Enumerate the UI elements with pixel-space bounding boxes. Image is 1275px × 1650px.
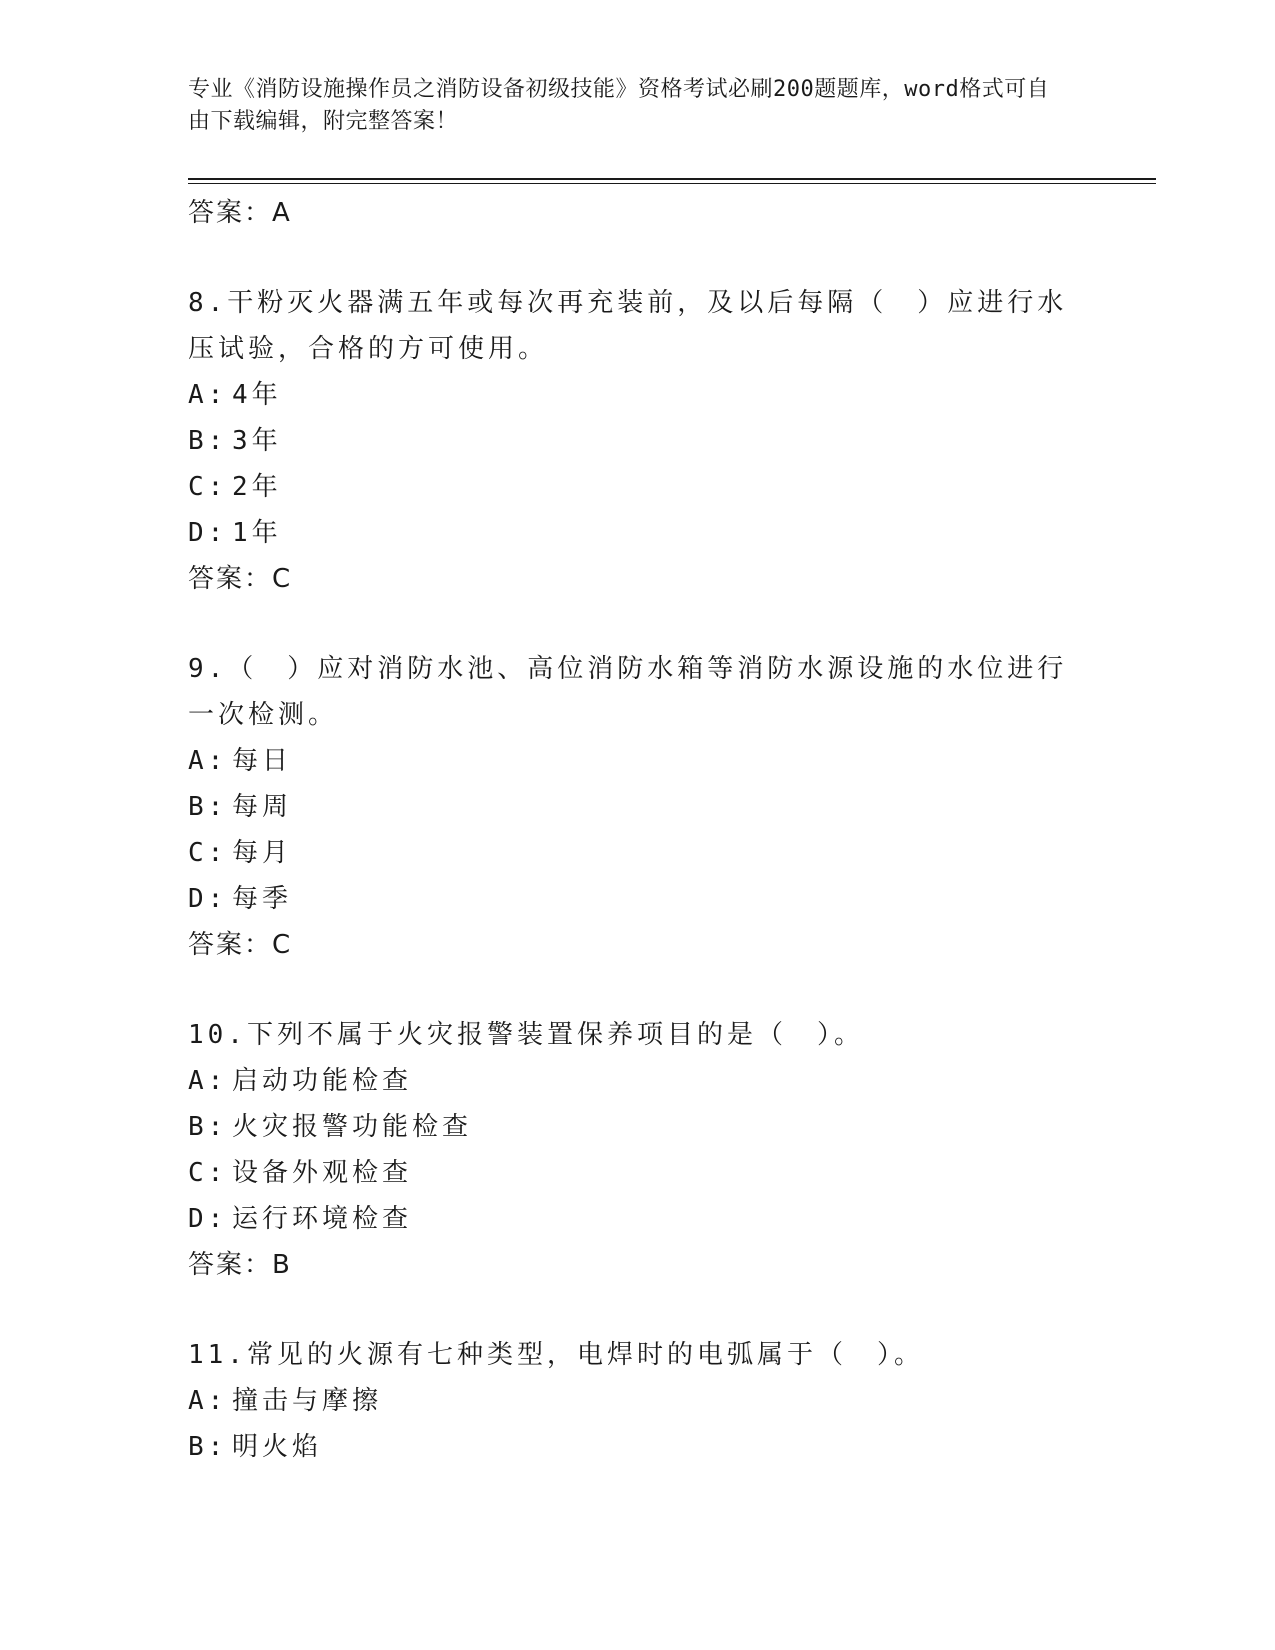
header-divider-thin xyxy=(188,183,1156,184)
question-stem: 9.（ ）应对消防水池、高位消防水箱等消防水源设施的水位进行一次检测。 xyxy=(188,654,1068,730)
question-item xyxy=(188,646,1088,968)
question-item xyxy=(188,280,1088,602)
option-text: 运行环境检查 xyxy=(232,1204,413,1234)
option-b xyxy=(188,1104,1088,1150)
option-d xyxy=(188,876,1088,922)
option-key: A: xyxy=(188,1386,228,1416)
question-stem: 10.下列不属于火灾报警装置保养项目的是（ ）。 xyxy=(188,1020,864,1050)
option-key: B: xyxy=(188,1112,228,1142)
question-content xyxy=(188,190,1088,1470)
spacer xyxy=(188,1288,1088,1332)
option-b xyxy=(188,418,1088,464)
spacer xyxy=(188,968,1088,1012)
question-item xyxy=(188,1012,1088,1288)
answer-label: 答案：C xyxy=(188,930,293,960)
option-key: C: xyxy=(188,838,228,868)
option-text: 设备外观检查 xyxy=(232,1158,413,1188)
option-d xyxy=(188,510,1088,556)
option-a xyxy=(188,1378,1088,1424)
question-stem: 11.常见的火源有七种类型，电焊时的电弧属于（ ）。 xyxy=(188,1340,924,1370)
option-text: 2年 xyxy=(232,472,282,502)
document-header: 专业《消防设施操作员之消防设备初级技能》资格考试必刷200题题库，word格式可自由下载编辑，附完整答案！ xyxy=(188,77,1050,134)
option-b xyxy=(188,784,1088,830)
option-key: B: xyxy=(188,426,228,456)
option-d xyxy=(188,1196,1088,1242)
answer-label: 答案：C xyxy=(188,564,293,594)
spacer xyxy=(188,236,1088,280)
option-text: 启动功能检查 xyxy=(232,1066,413,1096)
option-key: A: xyxy=(188,380,228,410)
question-stem: 8.干粉灭火器满五年或每次再充装前，及以后每隔（ ）应进行水压试验，合格的方可使用。 xyxy=(188,288,1068,364)
option-key: B: xyxy=(188,792,228,822)
option-text: 1年 xyxy=(232,518,282,548)
option-text: 每季 xyxy=(232,884,293,914)
header-divider-thick xyxy=(188,178,1156,180)
option-key: D: xyxy=(188,884,228,914)
option-key: A: xyxy=(188,1066,228,1096)
option-c xyxy=(188,830,1088,876)
option-key: C: xyxy=(188,1158,228,1188)
option-text: 火灾报警功能检查 xyxy=(232,1112,473,1142)
option-text: 明火焰 xyxy=(232,1432,323,1462)
option-key: D: xyxy=(188,1204,228,1234)
answer-label: 答案：B xyxy=(188,1250,292,1280)
question-item xyxy=(188,1332,1088,1470)
option-key: D: xyxy=(188,518,228,548)
option-key: A: xyxy=(188,746,228,776)
option-a xyxy=(188,372,1088,418)
option-b xyxy=(188,1424,1088,1470)
option-text: 每日 xyxy=(232,746,293,776)
option-text: 3年 xyxy=(232,426,282,456)
option-text: 每周 xyxy=(232,792,293,822)
option-c xyxy=(188,464,1088,510)
option-key: C: xyxy=(188,472,228,502)
option-key: B: xyxy=(188,1432,228,1462)
answer-label: 答案：A xyxy=(188,198,292,228)
spacer xyxy=(188,602,1088,646)
option-text: 4年 xyxy=(232,380,282,410)
option-text: 每月 xyxy=(232,838,293,868)
option-a xyxy=(188,738,1088,784)
option-text: 撞击与摩擦 xyxy=(232,1386,383,1416)
option-c xyxy=(188,1150,1088,1196)
option-a xyxy=(188,1058,1088,1104)
